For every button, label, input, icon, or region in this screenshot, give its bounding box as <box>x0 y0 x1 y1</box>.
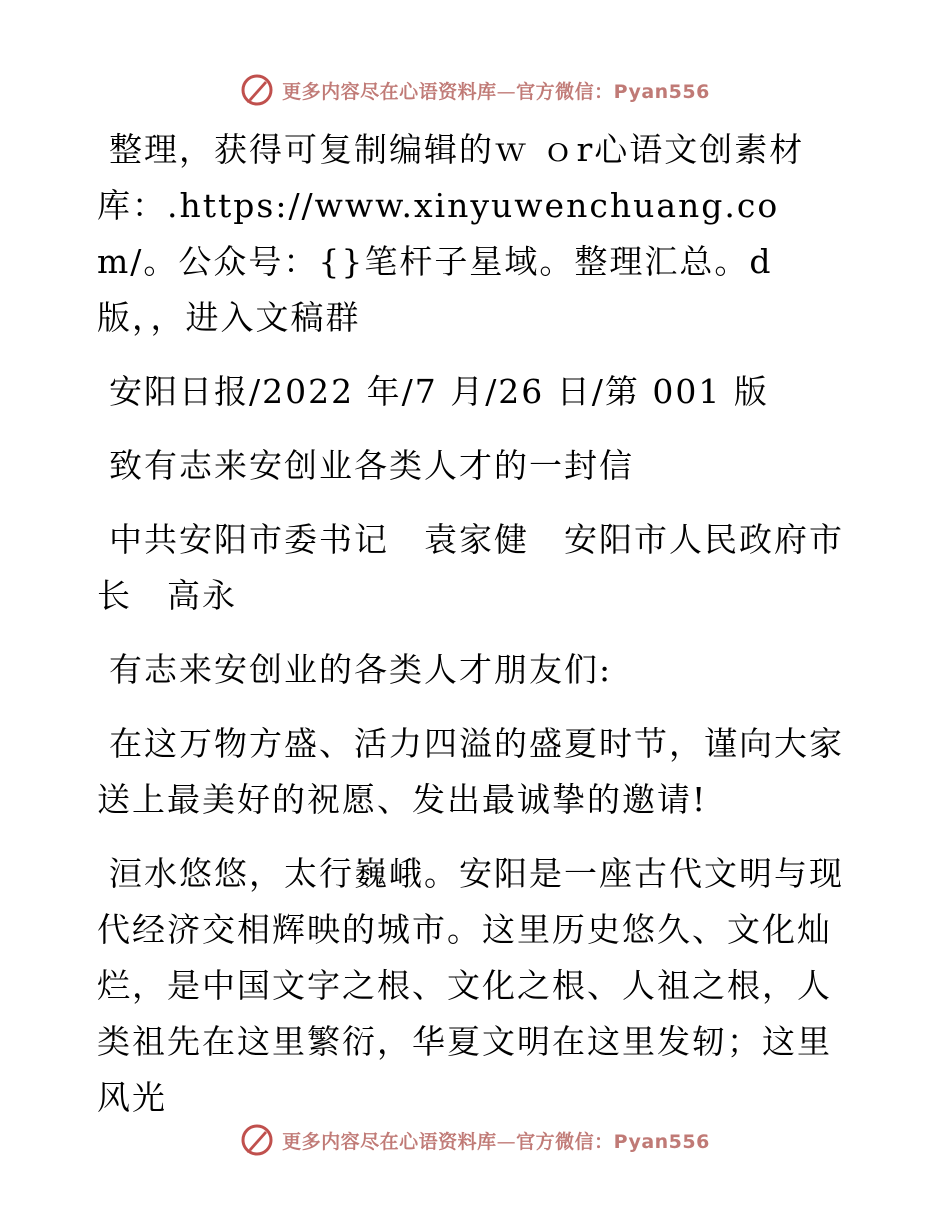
banner-separator: — <box>496 1130 517 1153</box>
banner-wechat-text: 官方微信：Pyan556 <box>516 1130 710 1153</box>
intro-paragraph: 整理，获得可复制编辑的ｗ ｏr心语文创素材库：.https://www.xinyuwenchuang.com/。公众号：{}笔杆子星域。整理汇总。d版，，进入文稿群 <box>97 130 805 337</box>
banner-wechat-text: 官方微信：Pyan556 <box>516 80 710 103</box>
pen-circle-logo-icon <box>240 1123 274 1157</box>
footer-banner <box>0 1120 950 1160</box>
banner-text <box>282 77 710 104</box>
article-title: 致有志来安创业各类人才的一封信 <box>109 446 634 485</box>
banner-separator: — <box>496 80 517 103</box>
document-body <box>97 122 857 1144</box>
paragraph-2: 洹水悠悠，太行巍峨。安阳是一座古代文明与现代经济交相辉映的城市。这里历史悠久、文化灿烂，是中国文字之根、文化之根、人祖之根，人类祖先在这里繁衍，华夏文明在这里发轫；这里风光 <box>97 854 844 1117</box>
banner-main-text: 更多内容尽在心语资料库 <box>282 80 497 103</box>
pen-circle-logo-icon <box>240 73 274 107</box>
salutation: 有志来安创业的各类人才朋友们: <box>109 650 613 689</box>
dateline: 安阳日报/2022 年/7 月/26 日/第 001 版 <box>109 372 769 411</box>
paragraph-1: 在这万物方盛、活力四溢的盛夏时节，谨向大家送上最美好的祝愿、发出最诚挚的邀请! <box>97 724 844 819</box>
banner-main-text: 更多内容尽在心语资料库 <box>282 1130 497 1153</box>
authors-line: 中共安阳市委书记 袁家健 安阳市人民政府市长 高永 <box>97 520 844 615</box>
banner-text <box>282 1127 710 1154</box>
header-banner <box>0 70 950 110</box>
